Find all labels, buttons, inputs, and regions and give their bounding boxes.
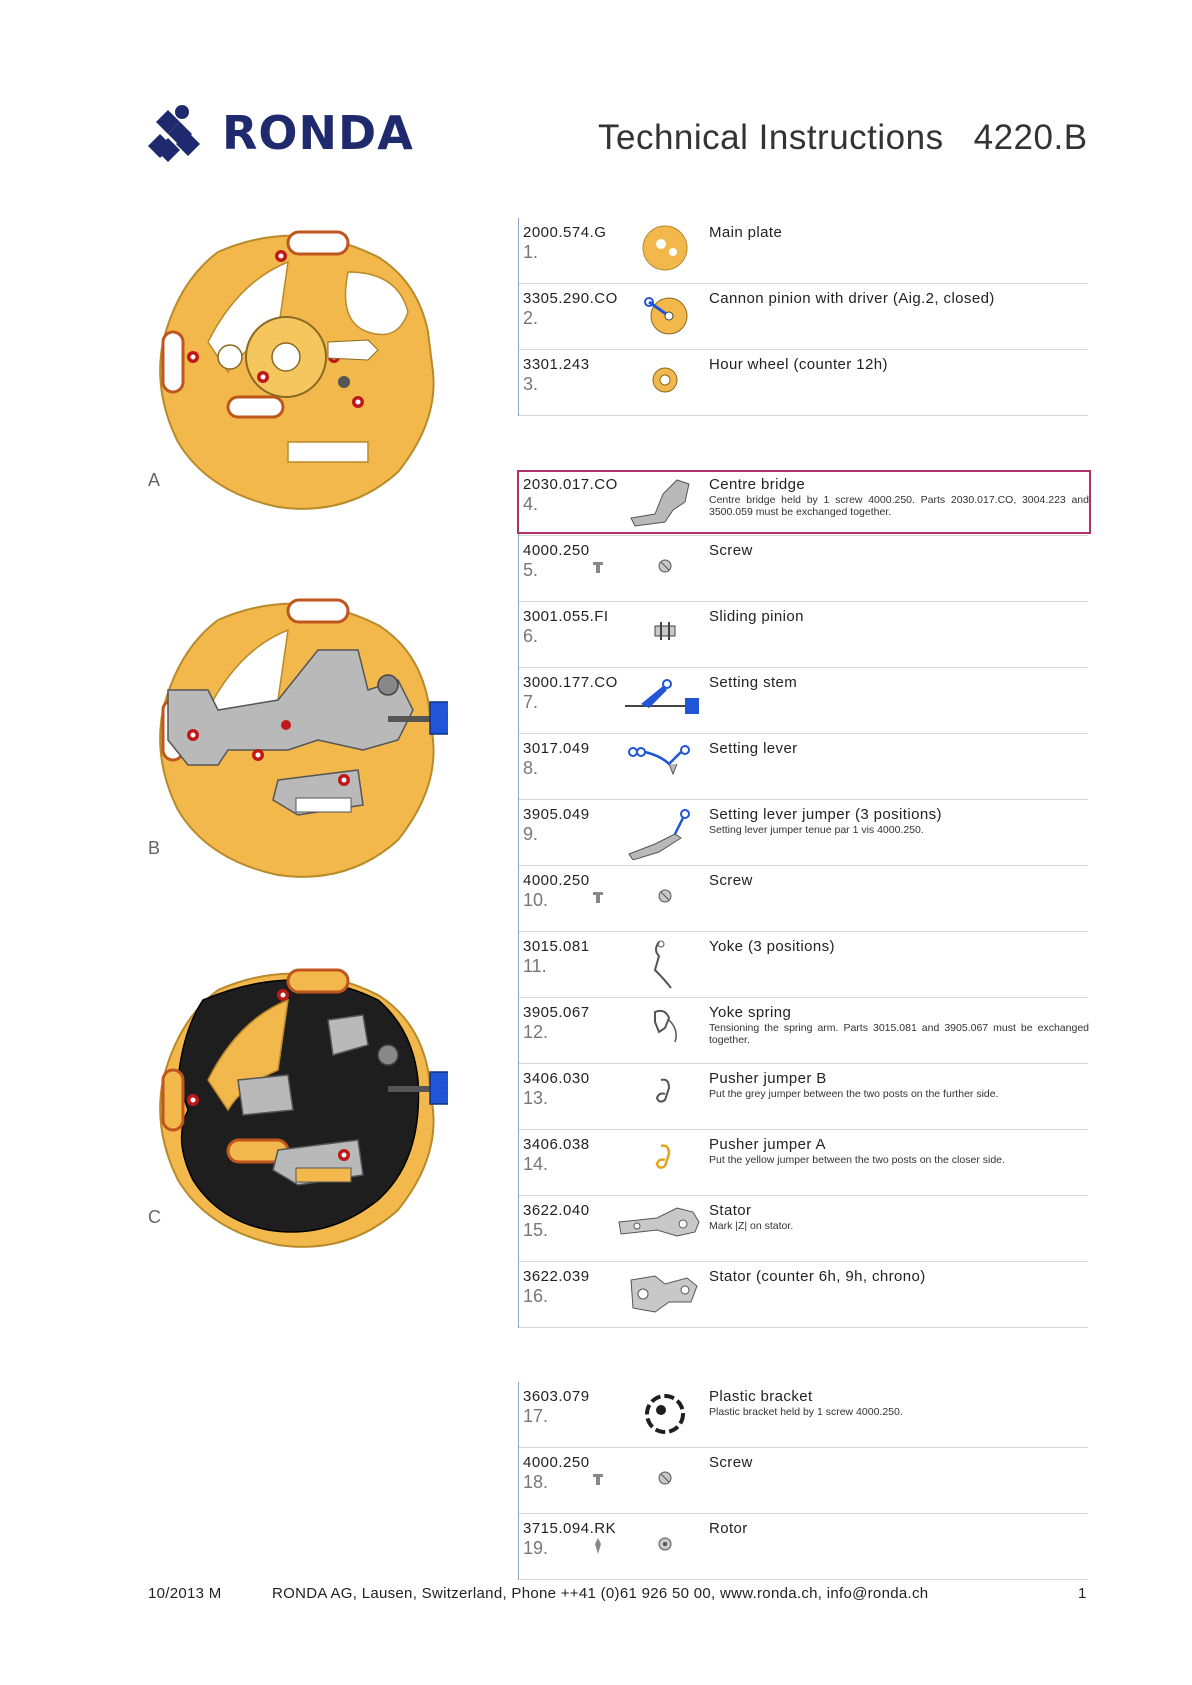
ronda-logo-icon — [148, 102, 218, 166]
rotor-thumbnail — [625, 1518, 705, 1574]
part-number: 3. — [523, 374, 539, 394]
diagram-a — [148, 222, 448, 522]
part-name: Main plate — [709, 224, 783, 241]
part-row — [519, 668, 1088, 734]
plastic-bracket-thumbnail — [625, 1386, 705, 1442]
setting-lever-thumbnail — [625, 738, 705, 794]
part-name: Yoke (3 positions) — [709, 938, 835, 955]
parts-group-2 — [518, 470, 1088, 1328]
diagram-label-a: A — [148, 470, 161, 490]
screw-symbol-icon — [591, 1470, 605, 1490]
part-reference: 3622.039 — [523, 1268, 590, 1285]
brand-name: RONDA — [222, 106, 414, 160]
part-row — [519, 734, 1088, 800]
part-row — [519, 866, 1088, 932]
setting-stem-thumbnail — [625, 672, 705, 728]
part-reference: 3905.067 — [523, 1004, 590, 1021]
part-row — [519, 1514, 1088, 1580]
part-number: 12. — [523, 1022, 549, 1042]
part-note: Mark |Z| on stator. — [709, 1220, 794, 1232]
part-name: Sliding pinion — [709, 608, 804, 625]
part-number: 10. — [523, 890, 549, 910]
diagram-label-c: C — [148, 1207, 161, 1227]
part-reference: 2030.017.CO — [523, 476, 618, 493]
part-reference: 3715.094.RK — [523, 1520, 617, 1537]
screw-thumbnail — [625, 870, 705, 926]
part-reference: 3406.038 — [523, 1136, 590, 1153]
diagram-label-b: B — [148, 838, 161, 858]
main-plate-thumbnail — [625, 222, 705, 278]
part-row — [519, 218, 1088, 284]
part-row — [519, 602, 1088, 668]
sliding-pinion-thumbnail — [625, 606, 705, 662]
part-name: Yoke spring — [709, 1004, 792, 1021]
part-reference: 3603.079 — [523, 1388, 590, 1405]
part-note: Plastic bracket held by 1 screw 4000.250. — [709, 1406, 903, 1418]
part-number: 11. — [523, 956, 547, 976]
part-row — [519, 800, 1088, 866]
diagram-c — [148, 960, 448, 1260]
parts-group-1 — [518, 218, 1088, 416]
part-reference: 4000.250 — [523, 872, 590, 889]
part-reference: 3406.030 — [523, 1070, 590, 1087]
part-number: 8. — [523, 758, 539, 778]
part-name: Pusher jumper A — [709, 1136, 826, 1153]
part-number: 9. — [523, 824, 539, 844]
screw-symbol-icon — [591, 888, 605, 908]
part-reference: 3001.055.FI — [523, 608, 609, 625]
part-row — [519, 1196, 1088, 1262]
diagram-b — [148, 590, 448, 890]
part-name: Screw — [709, 1454, 753, 1471]
hour-wheel-thumbnail — [625, 354, 705, 410]
part-row — [519, 1064, 1088, 1130]
part-name: Pusher jumper B — [709, 1070, 827, 1087]
part-row — [519, 1448, 1088, 1514]
title-text: Technical Instructions — [598, 118, 944, 157]
part-reference: 3622.040 — [523, 1202, 590, 1219]
part-name: Setting lever jumper (3 positions) — [709, 806, 942, 823]
part-name: Setting stem — [709, 674, 798, 691]
part-name: Plastic bracket — [709, 1388, 813, 1405]
part-name: Stator — [709, 1202, 752, 1219]
part-number: 18. — [523, 1472, 549, 1492]
part-row — [519, 284, 1088, 350]
part-reference: 3301.243 — [523, 356, 590, 373]
part-note: Put the yellow jumper between the two posts on the closer side. — [709, 1154, 1005, 1166]
yoke-thumbnail — [625, 936, 705, 992]
footer-date: 10/2013 M — [148, 1585, 222, 1602]
screw-thumbnail — [625, 1452, 705, 1508]
part-row — [519, 1382, 1088, 1448]
part-name: Cannon pinion with driver (Aig.2, closed) — [709, 290, 995, 307]
part-note: Centre bridge held by 1 screw 4000.250. Parts 2030.017.CO, 3004.223 and 3500.059 must be exchanged together. — [709, 494, 1089, 518]
part-reference: 3905.049 — [523, 806, 590, 823]
part-number: 15. — [523, 1220, 549, 1240]
rotor-axle-symbol-icon — [591, 1536, 605, 1556]
part-number: 14. — [523, 1154, 549, 1174]
part-reference: 3015.081 — [523, 938, 590, 955]
part-number: 17. — [523, 1406, 549, 1426]
part-number: 1. — [523, 242, 539, 262]
part-note: Tensioning the spring arm. Parts 3015.081 and 3905.067 must be exchanged together. — [709, 1022, 1089, 1046]
part-reference: 2000.574.G — [523, 224, 607, 241]
stator-counter-thumbnail — [625, 1266, 705, 1322]
part-reference: 3000.177.CO — [523, 674, 618, 691]
stator-thumbnail — [607, 1200, 707, 1256]
footer-company: RONDA AG, Lausen, Switzerland, Phone ++41 (0)61 926 50 00, www.ronda.ch, info@ronda.ch — [272, 1585, 929, 1602]
part-name: Screw — [709, 542, 753, 559]
part-row — [519, 470, 1088, 536]
parts-list — [518, 218, 1088, 1580]
part-name: Centre bridge — [709, 476, 806, 493]
page-number: 1 — [1078, 1585, 1087, 1602]
part-number: 4. — [523, 494, 539, 514]
part-row — [519, 536, 1088, 602]
pusher-jumper-b-thumbnail — [625, 1068, 705, 1124]
yoke-spring-thumbnail — [625, 1002, 705, 1058]
part-note: Put the grey jumper between the two posts on the further side. — [709, 1088, 999, 1100]
part-number: 13. — [523, 1088, 549, 1108]
setting-lever-jumper-thumbnail — [625, 804, 705, 860]
part-reference: 3017.049 — [523, 740, 590, 757]
part-reference: 4000.250 — [523, 542, 590, 559]
part-row — [519, 1262, 1088, 1328]
part-number: 2. — [523, 308, 539, 328]
part-number: 6. — [523, 626, 539, 646]
part-number: 19. — [523, 1538, 549, 1558]
part-number: 7. — [523, 692, 539, 712]
model-number: 4220.B — [973, 118, 1088, 157]
cannon-pinion-thumbnail — [625, 288, 705, 344]
screw-thumbnail — [625, 540, 705, 596]
part-row — [519, 1130, 1088, 1196]
screw-symbol-icon — [591, 558, 605, 578]
ronda-logo — [148, 102, 418, 166]
part-reference: 3305.290.CO — [523, 290, 618, 307]
page-title — [598, 118, 1088, 158]
part-row — [519, 998, 1088, 1064]
part-number: 5. — [523, 560, 539, 580]
part-row — [519, 350, 1088, 416]
part-number: 16. — [523, 1286, 549, 1306]
part-name: Hour wheel (counter 12h) — [709, 356, 888, 373]
part-name: Screw — [709, 872, 753, 889]
centre-bridge-thumbnail — [625, 474, 705, 530]
part-name: Stator (counter 6h, 9h, chrono) — [709, 1268, 926, 1285]
part-name: Rotor — [709, 1520, 748, 1537]
parts-group-3 — [518, 1382, 1088, 1580]
part-reference: 4000.250 — [523, 1454, 590, 1471]
pusher-jumper-a-thumbnail — [625, 1134, 705, 1190]
part-note: Setting lever jumper tenue par 1 vis 4000.250. — [709, 824, 924, 836]
part-name: Setting lever — [709, 740, 798, 757]
part-row — [519, 932, 1088, 998]
